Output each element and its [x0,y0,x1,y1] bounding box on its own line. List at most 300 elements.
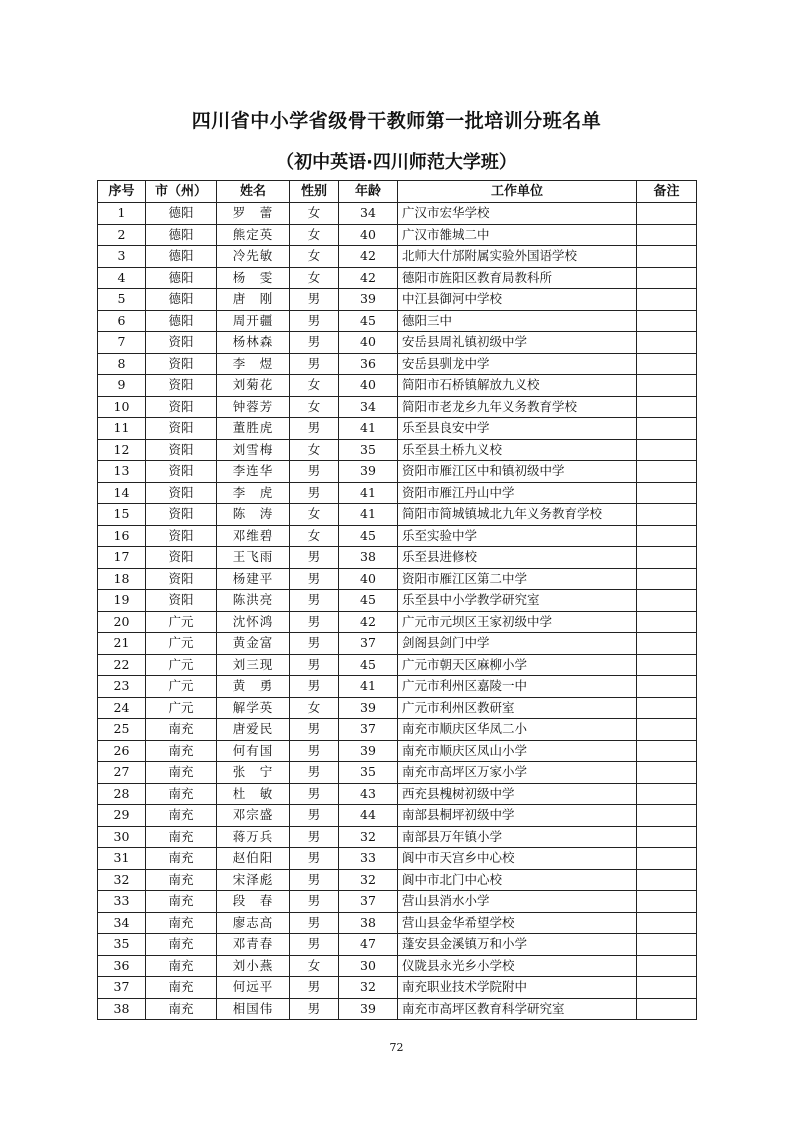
cell-name: 廖志高 [217,912,290,934]
table-row [98,547,697,569]
cell-work-unit: 南部县万年镇小学 [398,826,637,848]
table-header-row [98,181,697,203]
cell-index: 6 [98,310,146,332]
header-name: 姓名 [217,181,290,203]
cell-name: 黄金富 [217,633,290,655]
table-row [98,418,697,440]
cell-remarks [637,246,697,268]
cell-work-unit: 安岳县驯龙中学 [398,353,637,375]
cell-age: 38 [339,912,398,934]
cell-gender: 男 [290,934,339,956]
cell-name: 张 宁 [217,762,290,784]
cell-age: 41 [339,482,398,504]
cell-work-unit: 广元市元坝区王家初级中学 [398,611,637,633]
cell-name: 钟蓉芳 [217,396,290,418]
cell-work-unit: 营山县金华希望学校 [398,912,637,934]
cell-remarks [637,826,697,848]
table-row [98,848,697,870]
cell-age: 34 [339,396,398,418]
cell-work-unit: 剑阁县剑门中学 [398,633,637,655]
table-row [98,504,697,526]
cell-name: 宋泽彪 [217,869,290,891]
cell-age: 36 [339,353,398,375]
cell-work-unit: 南充市高坪区教育科学研究室 [398,998,637,1020]
cell-gender: 男 [290,977,339,999]
cell-age: 40 [339,568,398,590]
cell-index: 32 [98,869,146,891]
cell-city: 德阳 [146,203,217,225]
cell-work-unit: 阆中市北门中心校 [398,869,637,891]
cell-age: 32 [339,826,398,848]
cell-remarks [637,353,697,375]
cell-work-unit: 广元市朝天区麻柳小学 [398,654,637,676]
cell-gender: 男 [290,611,339,633]
cell-age: 45 [339,310,398,332]
cell-name: 邓宗盛 [217,805,290,827]
cell-city: 广元 [146,654,217,676]
cell-gender: 男 [290,826,339,848]
cell-work-unit: 乐至县土桥九义校 [398,439,637,461]
cell-name: 罗 蕾 [217,203,290,225]
cell-name: 邓维碧 [217,525,290,547]
table-row [98,611,697,633]
cell-gender: 女 [290,203,339,225]
cell-age: 37 [339,633,398,655]
cell-remarks [637,633,697,655]
table-row [98,439,697,461]
cell-work-unit: 西充县槐树初级中学 [398,783,637,805]
cell-gender: 男 [290,805,339,827]
cell-work-unit: 中江县御河中学校 [398,289,637,311]
cell-age: 39 [339,998,398,1020]
cell-gender: 男 [290,783,339,805]
cell-remarks [637,525,697,547]
cell-gender: 男 [290,719,339,741]
header-age: 年龄 [339,181,398,203]
table-row [98,740,697,762]
cell-index: 38 [98,998,146,1020]
cell-remarks [637,697,697,719]
cell-gender: 男 [290,740,339,762]
cell-gender: 男 [290,912,339,934]
cell-city: 南充 [146,998,217,1020]
table-row [98,998,697,1020]
cell-gender: 男 [290,998,339,1020]
cell-city: 南充 [146,762,217,784]
cell-name: 黄 勇 [217,676,290,698]
cell-name: 刘雪梅 [217,439,290,461]
cell-age: 30 [339,955,398,977]
cell-name: 李 虎 [217,482,290,504]
cell-gender: 男 [290,869,339,891]
cell-remarks [637,547,697,569]
cell-remarks [637,740,697,762]
cell-index: 34 [98,912,146,934]
header-gender: 性别 [290,181,339,203]
cell-gender: 男 [290,568,339,590]
cell-city: 资阳 [146,375,217,397]
cell-gender: 男 [290,461,339,483]
cell-remarks [637,504,697,526]
cell-city: 资阳 [146,418,217,440]
cell-index: 33 [98,891,146,913]
table-row [98,289,697,311]
cell-work-unit: 南充市顺庆区凤山小学 [398,740,637,762]
cell-gender: 女 [290,504,339,526]
cell-work-unit: 广元市利州区嘉陵一中 [398,676,637,698]
cell-city: 资阳 [146,568,217,590]
cell-index: 10 [98,396,146,418]
cell-city: 南充 [146,912,217,934]
table-row [98,934,697,956]
cell-city: 南充 [146,719,217,741]
cell-city: 资阳 [146,590,217,612]
cell-remarks [637,203,697,225]
cell-remarks [637,289,697,311]
cell-index: 14 [98,482,146,504]
cell-index: 25 [98,719,146,741]
cell-name: 沈怀鸿 [217,611,290,633]
cell-index: 24 [98,697,146,719]
cell-age: 45 [339,525,398,547]
cell-name: 熊定英 [217,224,290,246]
cell-name: 刘三现 [217,654,290,676]
cell-age: 39 [339,461,398,483]
cell-age: 41 [339,418,398,440]
cell-index: 21 [98,633,146,655]
cell-work-unit: 乐至实验中学 [398,525,637,547]
cell-work-unit: 资阳市雁江区第二中学 [398,568,637,590]
cell-name: 冷先敏 [217,246,290,268]
cell-work-unit: 德阳三中 [398,310,637,332]
cell-age: 42 [339,246,398,268]
cell-work-unit: 简阳市老龙乡九年义务教育学校 [398,396,637,418]
cell-remarks [637,267,697,289]
cell-remarks [637,912,697,934]
cell-age: 40 [339,375,398,397]
cell-remarks [637,439,697,461]
cell-city: 资阳 [146,547,217,569]
table-row [98,590,697,612]
cell-age: 43 [339,783,398,805]
cell-work-unit: 南充市高坪区万家小学 [398,762,637,784]
cell-city: 资阳 [146,439,217,461]
cell-age: 40 [339,332,398,354]
table-row [98,783,697,805]
cell-name: 赵伯阳 [217,848,290,870]
cell-city: 广元 [146,633,217,655]
cell-remarks [637,977,697,999]
cell-remarks [637,611,697,633]
cell-work-unit: 资阳市雁江丹山中学 [398,482,637,504]
table-row [98,719,697,741]
cell-work-unit: 资阳市雁江区中和镇初级中学 [398,461,637,483]
header-work-unit: 工作单位 [398,181,637,203]
header-remarks: 备注 [637,181,697,203]
cell-index: 26 [98,740,146,762]
table-row [98,396,697,418]
cell-remarks [637,461,697,483]
cell-city: 资阳 [146,461,217,483]
cell-remarks [637,719,697,741]
cell-age: 39 [339,289,398,311]
cell-name: 杜 敏 [217,783,290,805]
cell-gender: 男 [290,590,339,612]
cell-work-unit: 乐至县进修校 [398,547,637,569]
cell-gender: 男 [290,676,339,698]
cell-work-unit: 营山县消水小学 [398,891,637,913]
table-row [98,267,697,289]
cell-name: 唐爱民 [217,719,290,741]
cell-name: 何远平 [217,977,290,999]
table-row [98,869,697,891]
cell-index: 5 [98,289,146,311]
cell-name: 杨林森 [217,332,290,354]
cell-remarks [637,955,697,977]
cell-city: 南充 [146,848,217,870]
table-row [98,697,697,719]
cell-city: 资阳 [146,353,217,375]
cell-index: 3 [98,246,146,268]
table-row [98,461,697,483]
cell-remarks [637,590,697,612]
cell-index: 17 [98,547,146,569]
cell-index: 12 [98,439,146,461]
cell-age: 32 [339,977,398,999]
cell-remarks [637,654,697,676]
cell-index: 9 [98,375,146,397]
cell-index: 13 [98,461,146,483]
table-row [98,525,697,547]
table-row [98,203,697,225]
table-row [98,891,697,913]
cell-age: 35 [339,762,398,784]
cell-name: 解学英 [217,697,290,719]
table-row [98,762,697,784]
cell-work-unit: 乐至县中小学教学研究室 [398,590,637,612]
cell-city: 南充 [146,805,217,827]
table-row [98,912,697,934]
cell-gender: 男 [290,848,339,870]
cell-age: 32 [339,869,398,891]
document-subtitle: （初中英语·四川师范大学班） [276,152,517,173]
cell-age: 42 [339,611,398,633]
cell-age: 39 [339,740,398,762]
cell-age: 45 [339,654,398,676]
table-row [98,332,697,354]
cell-index: 8 [98,353,146,375]
cell-gender: 男 [290,353,339,375]
cell-work-unit: 南充市顺庆区华凤二小 [398,719,637,741]
cell-index: 35 [98,934,146,956]
cell-index: 1 [98,203,146,225]
cell-age: 33 [339,848,398,870]
table-row [98,977,697,999]
cell-index: 20 [98,611,146,633]
cell-remarks [637,375,697,397]
cell-name: 段 春 [217,891,290,913]
cell-city: 广元 [146,611,217,633]
cell-remarks [637,805,697,827]
cell-remarks [637,998,697,1020]
cell-work-unit: 仪陇县永光乡小学校 [398,955,637,977]
cell-name: 邓青春 [217,934,290,956]
cell-name: 陈 涛 [217,504,290,526]
cell-city: 资阳 [146,504,217,526]
cell-index: 4 [98,267,146,289]
cell-gender: 女 [290,955,339,977]
cell-index: 18 [98,568,146,590]
cell-index: 15 [98,504,146,526]
cell-name: 刘菊花 [217,375,290,397]
document-title: 四川省中小学省级骨干教师第一批培训分班名单 [191,110,602,132]
table-row [98,353,697,375]
cell-remarks [637,891,697,913]
table-row [98,375,697,397]
cell-city: 南充 [146,934,217,956]
cell-city: 南充 [146,977,217,999]
table-row [98,482,697,504]
cell-remarks [637,934,697,956]
cell-work-unit: 广汉市宏华学校 [398,203,637,225]
cell-work-unit: 北师大什邡附属实验外国语学校 [398,246,637,268]
cell-index: 36 [98,955,146,977]
cell-gender: 男 [290,762,339,784]
cell-work-unit: 广汉市雒城二中 [398,224,637,246]
cell-work-unit: 简阳市简城镇城北九年义务教育学校 [398,504,637,526]
cell-age: 41 [339,676,398,698]
cell-index: 37 [98,977,146,999]
cell-index: 27 [98,762,146,784]
cell-remarks [637,332,697,354]
cell-remarks [637,783,697,805]
cell-index: 2 [98,224,146,246]
cell-gender: 女 [290,697,339,719]
table-row [98,826,697,848]
cell-remarks [637,762,697,784]
table-row [98,805,697,827]
cell-city: 德阳 [146,310,217,332]
table-row [98,654,697,676]
header-city: 市（州） [146,181,217,203]
cell-gender: 男 [290,891,339,913]
cell-city: 南充 [146,869,217,891]
cell-city: 广元 [146,676,217,698]
cell-age: 34 [339,203,398,225]
cell-name: 杨建平 [217,568,290,590]
cell-age: 39 [339,697,398,719]
cell-work-unit: 南充职业技术学院附中 [398,977,637,999]
cell-remarks [637,482,697,504]
cell-gender: 女 [290,267,339,289]
cell-age: 40 [339,224,398,246]
roster-table [97,180,697,1020]
cell-gender: 女 [290,246,339,268]
cell-age: 41 [339,504,398,526]
cell-age: 47 [339,934,398,956]
cell-remarks [637,224,697,246]
cell-age: 37 [339,891,398,913]
cell-city: 南充 [146,783,217,805]
cell-remarks [637,396,697,418]
table-row [98,246,697,268]
cell-gender: 男 [290,547,339,569]
cell-index: 23 [98,676,146,698]
cell-remarks [637,418,697,440]
cell-age: 37 [339,719,398,741]
cell-name: 何有国 [217,740,290,762]
cell-index: 22 [98,654,146,676]
cell-remarks [637,869,697,891]
cell-city: 南充 [146,955,217,977]
cell-work-unit: 简阳市石桥镇解放九义校 [398,375,637,397]
table-row [98,310,697,332]
cell-name: 相国伟 [217,998,290,1020]
cell-age: 38 [339,547,398,569]
cell-name: 董胜虎 [217,418,290,440]
cell-remarks [637,676,697,698]
cell-index: 11 [98,418,146,440]
cell-remarks [637,848,697,870]
cell-gender: 男 [290,418,339,440]
cell-name: 唐 刚 [217,289,290,311]
cell-gender: 女 [290,525,339,547]
cell-age: 35 [339,439,398,461]
cell-city: 德阳 [146,246,217,268]
cell-city: 广元 [146,697,217,719]
cell-age: 45 [339,590,398,612]
cell-gender: 女 [290,224,339,246]
cell-gender: 男 [290,332,339,354]
cell-city: 资阳 [146,396,217,418]
cell-work-unit: 南部县桐坪初级中学 [398,805,637,827]
cell-work-unit: 乐至县良安中学 [398,418,637,440]
cell-work-unit: 广元市利州区教研室 [398,697,637,719]
cell-work-unit: 德阳市旌阳区教育局教科所 [398,267,637,289]
cell-age: 42 [339,267,398,289]
cell-name: 王飞雨 [217,547,290,569]
table-row [98,633,697,655]
cell-age: 44 [339,805,398,827]
cell-city: 资阳 [146,482,217,504]
table-row [98,955,697,977]
cell-city: 南充 [146,826,217,848]
cell-index: 16 [98,525,146,547]
cell-name: 李连华 [217,461,290,483]
cell-name: 周开疆 [217,310,290,332]
cell-gender: 女 [290,396,339,418]
page-number: 72 [389,1041,404,1054]
cell-gender: 男 [290,482,339,504]
cell-name: 刘小燕 [217,955,290,977]
table-body [98,203,697,1020]
cell-city: 德阳 [146,289,217,311]
cell-city: 德阳 [146,224,217,246]
cell-gender: 女 [290,439,339,461]
cell-city: 资阳 [146,332,217,354]
cell-work-unit: 安岳县周礼镇初级中学 [398,332,637,354]
cell-remarks [637,310,697,332]
cell-city: 资阳 [146,525,217,547]
cell-gender: 男 [290,654,339,676]
table-row [98,224,697,246]
cell-gender: 女 [290,375,339,397]
cell-name: 李 煜 [217,353,290,375]
cell-index: 30 [98,826,146,848]
cell-city: 南充 [146,740,217,762]
cell-name: 杨 雯 [217,267,290,289]
header-index: 序号 [98,181,146,203]
